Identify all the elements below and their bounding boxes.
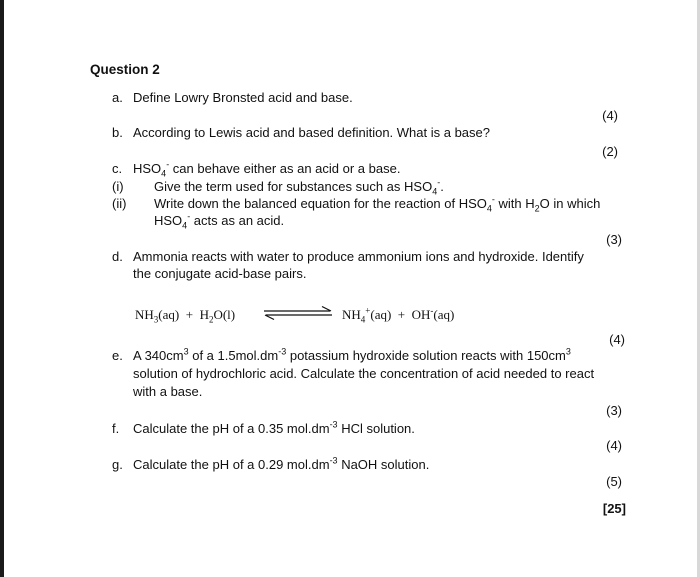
equilibrium-arrow-icon [262,305,334,321]
item-a-marks: (4) [602,108,618,123]
item-a-text: Define Lowry Bronsted acid and base. [133,90,353,105]
page-left-border [0,0,4,577]
item-b-text: According to Lewis acid and based definition. What is a base? [133,125,490,140]
item-d-line2: the conjugate acid-base pairs. [133,266,307,281]
item-d-label: d. [112,249,123,264]
item-a-label: a. [112,90,123,105]
item-e-line1: A $340cm^3$ of a $1.5mol.dm^{-3}$ potassium hydroxide solution reacts with $150cm^3$ [133,346,571,363]
item-c-marks: (3) [606,232,622,247]
item-d-marks: (4) [609,332,625,347]
item-e-label: e. [112,348,123,363]
question-title: Question 2 [90,62,160,77]
total-marks: [25] [602,501,626,516]
item-f-label: f. [112,421,120,436]
item-b-label: b. [112,125,123,140]
item-g-text: Calculate the pH of a 0.29 $mol.dm^{-3}$ NaOH solution. [133,455,430,472]
item-e-line3: with a base. [133,384,203,399]
item-b-marks: (2) [602,144,618,159]
item-e-marks: (3) [606,403,622,418]
item-g-marks: (5) [606,474,622,489]
item-c-i-text: Give the term used for substances such as $HSO_4^-$. [154,177,444,197]
item-c-text: $HSO_4^-$ can behave either as an acid or a base. [133,159,401,179]
item-f-marks: (4) [606,438,622,453]
item-c-ii-text-line2: $HSO_4^-$ acts as an acid. [154,211,285,231]
equation-products: $NH_4^+(aq) + OH^-(aq)$ [342,305,455,325]
item-d-line1: Ammonia reacts with water to produce ammonium ions and hydroxide. Identify [133,249,584,264]
item-c-ii-text-line1: Write down the balanced equation for the reaction of $HSO_4^-$ with $H_2O$ in which [154,194,601,214]
item-g-label: g. [112,457,123,472]
item-f-text: Calculate the pH of a 0.35 $mol.dm^{-3}$ HCl solution. [133,419,415,436]
item-e-line2: solution of hydrochloric acid. Calculate the concentration of acid needed to react [133,366,595,381]
item-c-ii-label: (ii) [112,196,127,211]
item-c-label: c. [112,161,123,176]
equation-reactants: $NH_3(aq) + H_2O(l)$ [135,307,236,325]
item-c-i-label: (i) [112,179,124,194]
